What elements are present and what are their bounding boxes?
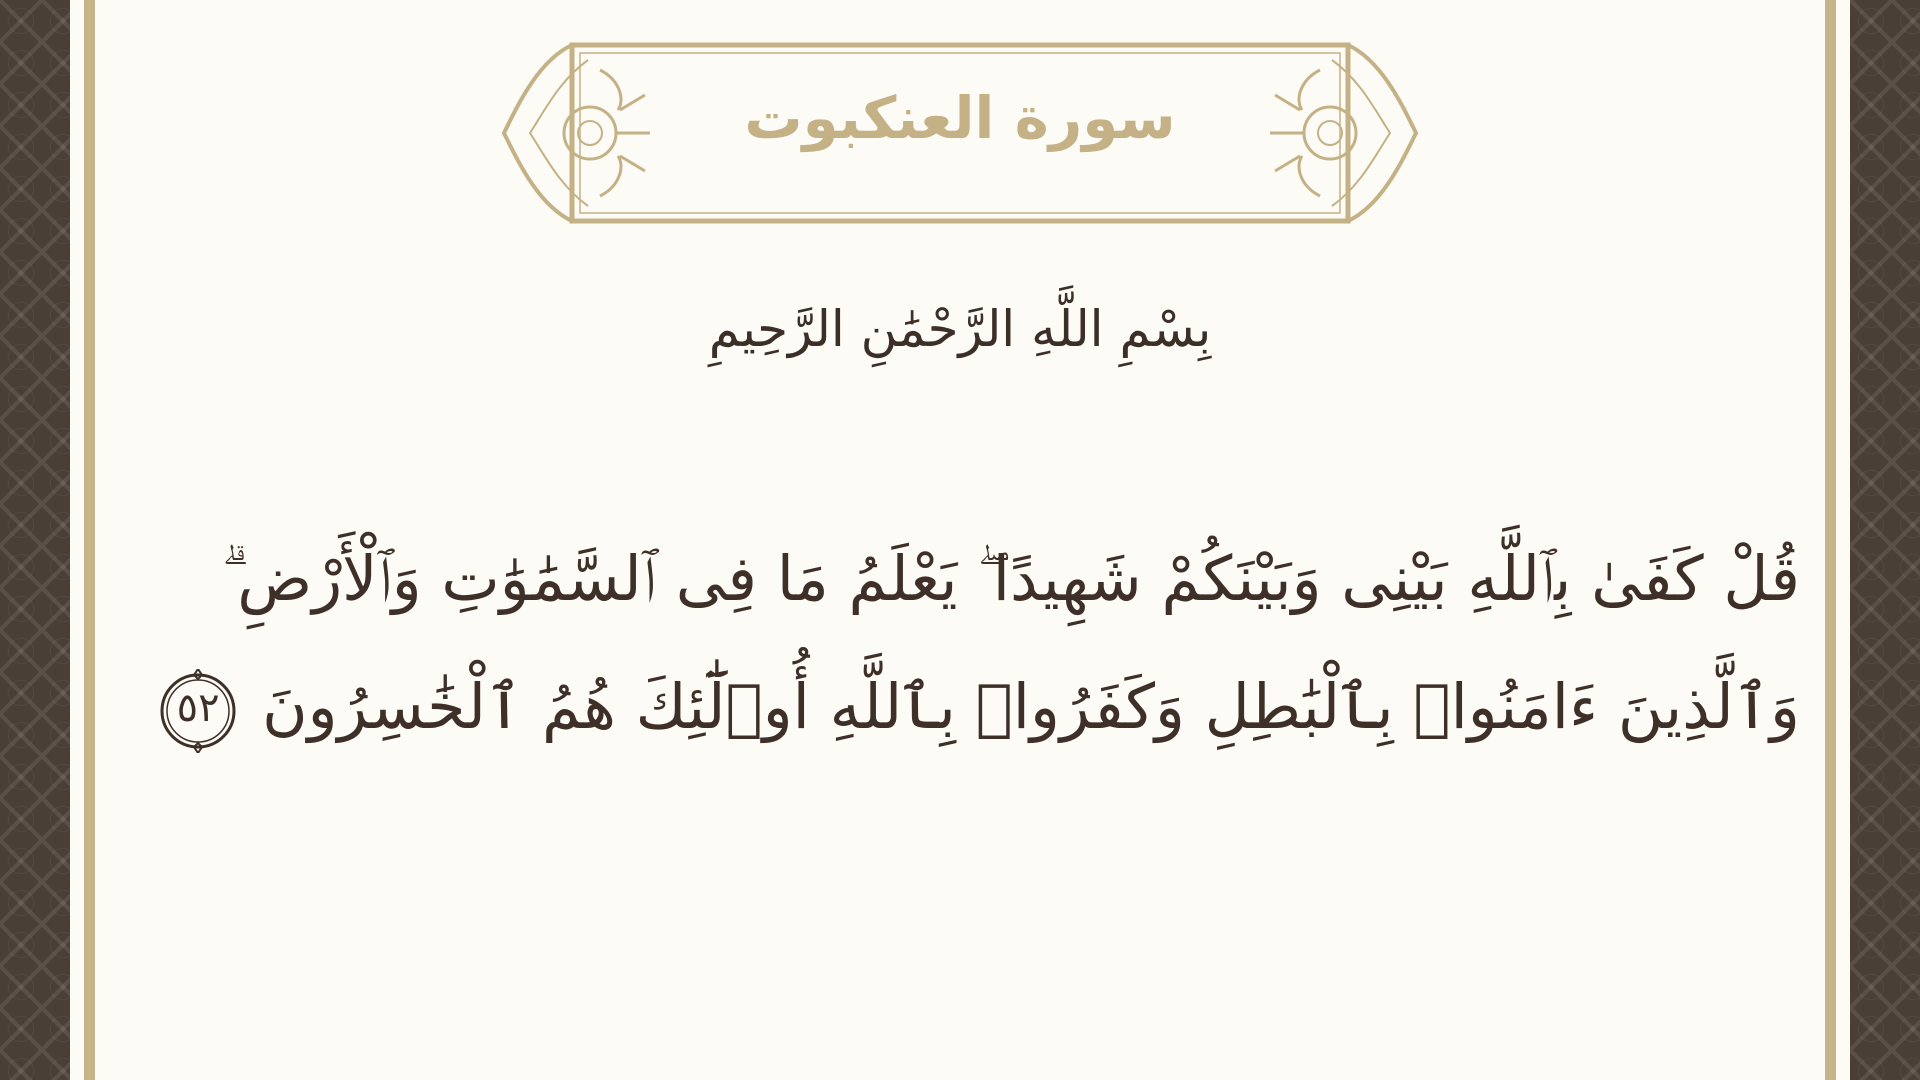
verse-number: ٥٢ xyxy=(176,684,220,731)
right-gold-rule xyxy=(1825,0,1836,1080)
left-border-pattern xyxy=(0,0,70,1080)
verse-number-medallion xyxy=(156,669,240,753)
left-gold-rule xyxy=(84,0,95,1080)
basmala: بِسْمِ اللَّهِ الرَّحْمَٰنِ الرَّحِيمِ xyxy=(708,300,1212,358)
right-border-pattern xyxy=(1850,0,1920,1080)
surah-title: سورة العنكبوت xyxy=(744,84,1176,152)
surah-header-cartouche xyxy=(500,40,1420,230)
verse-text xyxy=(176,515,1800,771)
verse-line-2 xyxy=(176,643,1800,771)
verse-line-2-text: وَٱلَّذِينَ ءَامَنُوا۟ بِٱلْبَٰطِلِ وَكَفَرُوا۟ بِٱللَّهِ أُو۟لَٰٓئِكَ هُمُ ٱلْخَٰسِرُونَ xyxy=(262,670,1800,743)
verse-line-1: قُلْ كَفَىٰ بِٱللَّهِ بَيْنِى وَبَيْنَكُمْ شَهِيدًا ۖ يَعْلَمُ مَا فِى ٱلسَّمَٰوَٰتِ وَٱلْأَرْضِ ۗ xyxy=(221,542,1800,615)
